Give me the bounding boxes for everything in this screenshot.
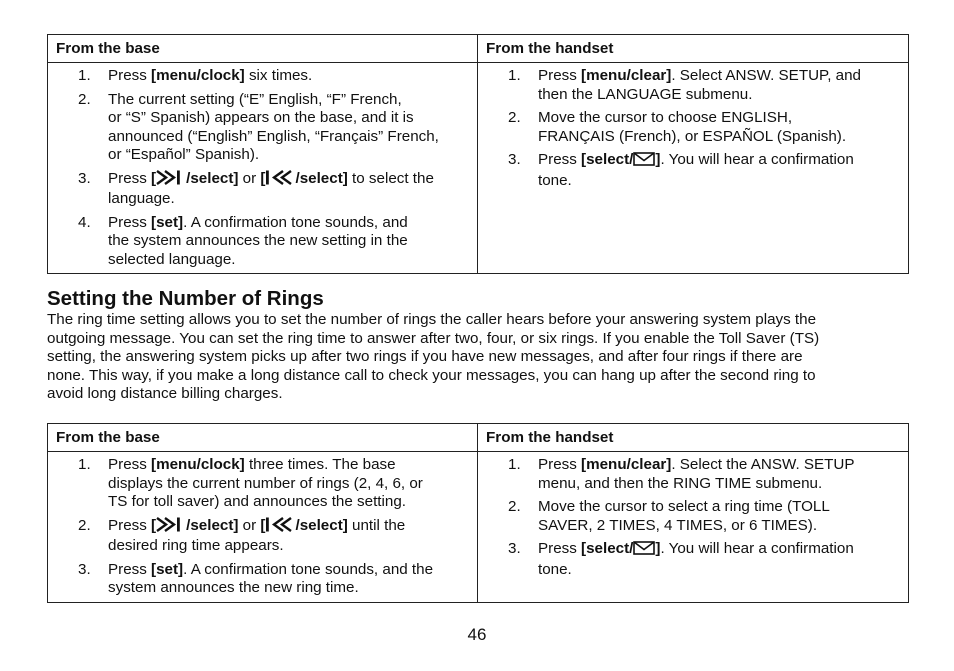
skip-forward-icon: [156, 517, 186, 538]
key-label: [: [151, 169, 157, 187]
step-number: 1.: [508, 67, 521, 84]
step-item: [486, 151, 900, 190]
step-text: Press: [108, 560, 152, 578]
step-text: . You will hear a confirmation: [660, 540, 854, 557]
step-text: . A confirmation tone sounds, and: [183, 213, 408, 231]
step-text: FRANÇAIS (French), or ESPAÑOL (Spanish).: [538, 127, 847, 145]
step-text: Move the cursor to choose ENGLISH,: [538, 109, 793, 126]
step-number: 3.: [78, 560, 91, 578]
step-number: 3.: [508, 151, 521, 168]
base-step-list: [56, 456, 469, 598]
page-number: 46: [467, 625, 487, 644]
step-item: [486, 67, 900, 104]
body-line: outgoing message. You can set the ring time to answer after two, four, or six rings. If you enable the Toll Saver (TS): [47, 329, 820, 347]
key-label: [: [151, 516, 157, 534]
step-text: three times. The base: [244, 456, 396, 473]
step-text: then the LANGUAGE submenu.: [538, 85, 753, 103]
language-table: [47, 34, 909, 274]
key-label: ]: [655, 151, 661, 168]
header-from-handset: From the handset: [478, 35, 909, 63]
step-item: [56, 456, 469, 512]
base-steps-cell: [48, 63, 478, 274]
step-text: or “Español” Spanish).: [108, 146, 260, 163]
step-text: tone.: [538, 171, 572, 189]
step-text: or: [238, 516, 261, 534]
skip-forward-icon: [156, 170, 186, 191]
step-item: [56, 170, 469, 209]
step-text: selected language.: [108, 250, 236, 268]
key-label: [menu/clock]: [151, 456, 245, 473]
step-text: . You will hear a confirmation: [660, 151, 854, 168]
step-text: SAVER, 2 TIMES, 4 TIMES, or 6 TIMES).: [538, 516, 818, 534]
step-item: [486, 498, 900, 535]
header-from-base: From the base: [48, 424, 478, 452]
key-label: /select]: [186, 516, 239, 534]
step-text: Press: [538, 540, 582, 557]
step-item: [56, 517, 469, 556]
step-text: or: [238, 169, 261, 187]
step-text: The current setting (“E” English, “F” French,: [108, 90, 402, 108]
step-text: Press: [108, 213, 152, 231]
step-number: 2.: [78, 90, 91, 108]
envelope-icon: [633, 152, 655, 172]
handset-step-list: [486, 456, 900, 579]
step-number: 1.: [78, 456, 91, 473]
base-steps-cell: [48, 452, 478, 603]
step-text: the system announces the new setting in the: [108, 232, 408, 249]
step-number: 1.: [78, 67, 91, 84]
handset-steps-cell: [478, 452, 909, 603]
step-item: [56, 214, 469, 270]
envelope-icon: [633, 541, 655, 561]
skip-back-icon: [265, 517, 295, 538]
step-item: [486, 456, 900, 493]
body-line: avoid long distance billing charges.: [47, 385, 283, 402]
key-label: [: [260, 516, 266, 534]
step-text: TS for toll saver) and announces the setting.: [108, 493, 407, 510]
step-text: . Select the ANSW. SETUP: [671, 456, 855, 473]
step-number: 4.: [78, 213, 91, 231]
step-text: . A confirmation tone sounds, and the: [183, 560, 434, 578]
step-text: until the: [347, 516, 406, 534]
step-text: tone.: [538, 560, 572, 578]
section-title: Setting the Number of Rings: [47, 287, 324, 310]
key-label: [menu/clock]: [151, 67, 245, 84]
step-text: Press: [108, 169, 152, 187]
step-text: announced (“English” English, “Français” French,: [108, 127, 439, 145]
step-item: [56, 561, 469, 598]
skip-back-icon: [265, 170, 295, 191]
step-text: . Select ANSW. SETUP, and: [671, 67, 862, 84]
section-body: [47, 311, 909, 404]
step-number: 3.: [78, 169, 91, 187]
key-label: [select/: [581, 540, 634, 557]
step-number: 3.: [508, 540, 521, 557]
handset-step-list: [486, 67, 900, 190]
body-line: The ring time setting allows you to set the number of rings the caller hears before your answering system plays the: [47, 311, 817, 328]
key-label: /select]: [295, 169, 348, 187]
step-text: Press: [538, 151, 582, 168]
step-text: desired ring time appears.: [108, 537, 284, 554]
step-text: Move the cursor to select a ring time (TOLL: [538, 498, 830, 515]
step-text: to select the: [347, 169, 434, 187]
step-number: 1.: [508, 456, 521, 473]
key-label: [set]: [151, 560, 184, 578]
key-label: [select/: [581, 151, 634, 168]
step-text: six times.: [244, 67, 313, 84]
step-text: Press: [108, 516, 152, 534]
step-text: language.: [108, 190, 175, 207]
step-text: system announces the new ring time.: [108, 579, 359, 596]
step-number: 2.: [508, 498, 521, 515]
step-text: displays the current number of rings (2, 4, 6, or: [108, 474, 423, 492]
step-text: Press: [108, 67, 152, 84]
step-item: [486, 109, 900, 146]
key-label: /select]: [295, 516, 348, 534]
header-from-handset: From the handset: [478, 424, 909, 452]
key-label: ]: [655, 540, 661, 557]
body-line: none. This way, if you make a long distance call to check your messages, you can hang up after the second ring to: [47, 366, 816, 384]
step-number: 2.: [508, 109, 521, 126]
step-item: [486, 540, 900, 579]
key-label: [: [260, 169, 266, 187]
ring-time-table: [47, 423, 909, 603]
key-label: [menu/clear]: [581, 67, 672, 84]
handset-steps-cell: [478, 63, 909, 274]
step-text: Press: [538, 456, 582, 473]
key-label: [menu/clear]: [581, 456, 672, 473]
key-label: [set]: [151, 213, 184, 231]
key-label: /select]: [186, 169, 239, 187]
step-text: Press: [108, 456, 152, 473]
base-step-list: [56, 67, 469, 269]
body-line: setting, the answering system picks up after two rings if you have new messages, and after four rings if there are: [47, 348, 803, 365]
header-from-base: From the base: [48, 35, 478, 63]
step-text: Press: [538, 67, 582, 84]
step-item: [56, 91, 469, 165]
step-number: 2.: [78, 516, 91, 534]
step-item: [56, 67, 469, 86]
step-text: or “S” Spanish) appears on the base, and it is: [108, 109, 414, 126]
step-text: menu, and then the RING TIME submenu.: [538, 474, 823, 492]
